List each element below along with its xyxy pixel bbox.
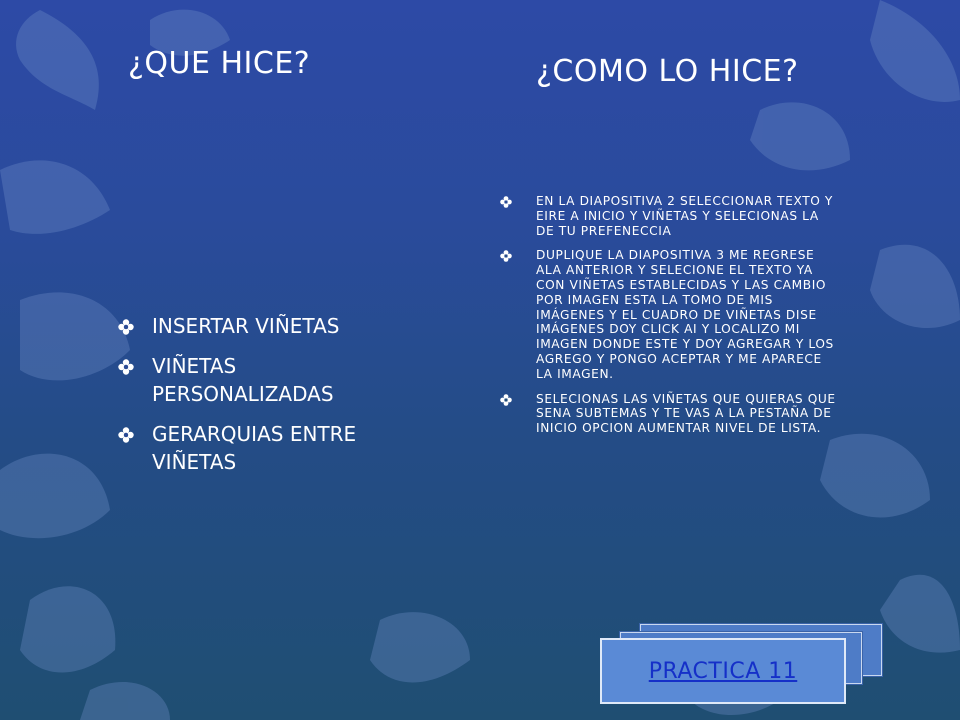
list-item xyxy=(500,248,840,381)
slide-title-right: ¿COMO LO HICE? xyxy=(536,54,799,89)
link-card-stack xyxy=(600,622,890,712)
left-bullet-list xyxy=(118,312,418,488)
list-item xyxy=(118,352,418,408)
bullet-text: INSERTAR VIÑETAS xyxy=(152,314,340,338)
dingbat-flower-icon xyxy=(500,196,512,208)
dingbat-flower-icon xyxy=(500,394,512,406)
slide-title-left: ¿QUE HICE? xyxy=(128,46,311,81)
list-item xyxy=(500,392,840,436)
dingbat-flower-icon xyxy=(500,250,512,262)
link-card[interactable] xyxy=(600,638,846,704)
list-item xyxy=(118,420,418,476)
dingbat-flower-icon xyxy=(118,427,134,443)
dingbat-flower-icon xyxy=(118,319,134,335)
bullet-text: SELECIONAS LAS VIÑETAS QUE QUIERAS QUE SENA SUBTEMAS Y TE VAS A LA PESTAÑA DE INICIO OPCION AUMENTAR NIVEL DE LISTA. xyxy=(536,391,836,436)
bullet-text: VIÑETAS PERSONALIZADAS xyxy=(152,354,334,406)
bullet-text: GERARQUIAS ENTRE VIÑETAS xyxy=(152,422,357,474)
list-item xyxy=(118,312,418,340)
practica-11-link[interactable]: PRACTICA 11 xyxy=(648,658,798,684)
bullet-text: DUPLIQUE LA DIAPOSITIVA 3 ME REGRESE ALA ANTERIOR Y SELECIONE EL TEXTO YA CON VIÑETAS ESTABLECIDAS Y LAS CAMBIO POR IMAGEN ESTA LA TOMO DE MIS IMÁGENES Y EL CUADRO DE VIÑETAS DISE IMÁGENES DOY CLICK AI Y LOCALIZO MI IMAGEN DONDE ESTE Y DOY AGREGAR Y LOS AGREGO Y PONGO ACEPTAR Y ME APARECE LA IMAGEN. xyxy=(536,248,834,381)
list-item xyxy=(500,194,840,238)
bullet-text: EN LA DIAPOSITIVA 2 SELECCIONAR TEXTO Y EIRE A INICIO Y VIÑETAS Y SELECIONAS LA DE TU PREFENECCIA xyxy=(536,194,833,238)
right-bullet-list xyxy=(500,194,840,446)
dingbat-flower-icon xyxy=(118,359,134,375)
